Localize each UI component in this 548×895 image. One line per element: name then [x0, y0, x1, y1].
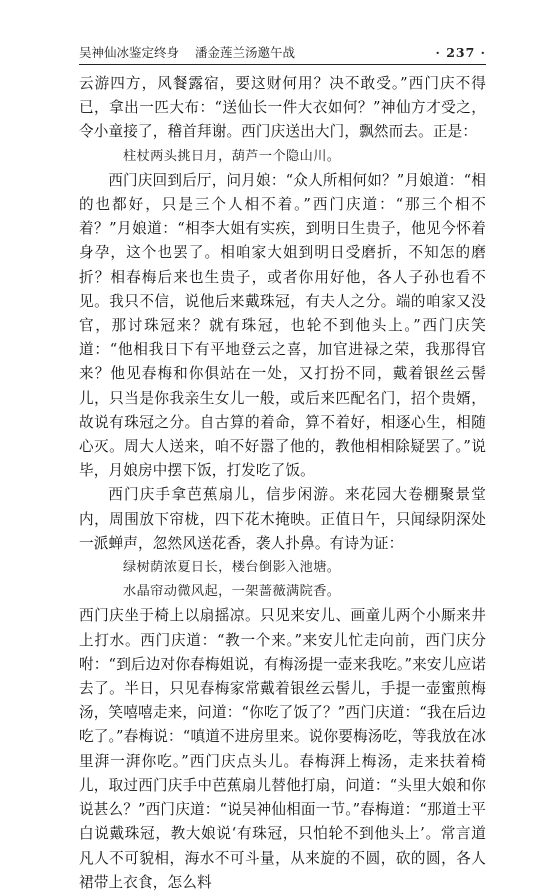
verse-line-3: 水晶帘动微风起，一架蔷薇满院香。: [123, 584, 341, 600]
page-number: · 237 ·: [435, 44, 486, 60]
page-body: [79, 72, 486, 895]
running-header: [79, 42, 486, 62]
paragraph-4: 西门庆坐于椅上以扇摇凉。只见来安儿、画童儿两个小厮来井上打水。西门庆道：“教一个来。”来安儿忙走向前，西门庆分咐：“到后边对你春梅姐说，有梅汤提一壶来我吃。”来安儿应诺去了。半日，只见春梅家常戴着银丝云髻儿，手提一壶蜜煎梅汤，笑嘻嘻走来，问道：“你吃了饭了？”西门庆道：“我在后边吃了。”春梅说：“嗔道不进房里来。说你要梅汤吃，等我放在冰里湃一湃你吃。”西门庆点头儿。春梅湃上梅汤，走来扶着椅儿，取过西门庆手中芭蕉扇儿替他打扇，问道：“头里大娘和你说甚么？”西门庆道：“说吴神仙相面一节。”春梅道：“那道士平白说戴珠冠，教大娘说‘有珠冠，只怕轮不到他头上’。常言道凡人不可貌相，海水不可斗量，从来旋的不圆，砍的圆，各人裙带上衣食，怎么料: [79, 607, 486, 891]
paragraph-1: 云游四方，风餐露宿，要这财何用？决不敢受。”西门庆不得已，拿出一匹大布：“送仙长一件大衣如何？”神仙方才受之，令小童接了，稽首拜谢。西门庆送出大门，飘然而去。正是：: [79, 75, 486, 141]
verse-line-1: 柱杖两头挑日月，葫芦一个隐山川。: [123, 148, 341, 164]
header-titles: [79, 43, 311, 61]
paragraph-3: 西门庆手拿芭蕉扇儿，信步闲游。来花园大卷棚聚景堂内，周围放下帘栊，四下花木掩映。正值日午，只闻绿阴深处一派蝉声，忽然风送花香，袭人扑鼻。有诗为证：: [79, 486, 486, 552]
header-rule: [79, 64, 486, 65]
paragraph-2: 西门庆回到后厅，问月娘：“众人所相何如？”月娘道：“相的也都好，只是三个人相不着。”西门庆道：“那三个相不着？”月娘道：“相李大姐有实疾，到明日生贵子，他见今怀着身孕，这个也罢了。相咱家大姐到明日受磨折，不知怎的磨折？相春梅后来也生贵子，或者你用好他，各人子孙也看不见。我只不信，说他后来戴珠冠，有夫人之分。端的咱家又没官，那讨珠冠来？就有珠冠，也轮不到他头上。”西门庆笑道：“他相我日下有平地登云之喜，加官进禄之荣，我那得官来？他见春梅和你俱站在一处，又打扮不同，戴着银丝云髻儿，只当是你我亲生女儿一般，或后来匹配名门，招个贵婿，故说有珠冠之分。自古算的着命，算不着好，相逐心生，相随心灭。周大人送来，咱不好嚣了他的，教他相相除疑罢了。”说毕，月娘房中摆下饭，打发吃了饭。: [79, 171, 486, 480]
chapter-title: 潘金莲兰汤邀午战: [195, 45, 296, 60]
verse-line-2: 绿树荫浓夏日长，楼台倒影入池塘。: [123, 560, 341, 576]
book-title: 吴神仙冰鉴定终身: [79, 45, 180, 60]
